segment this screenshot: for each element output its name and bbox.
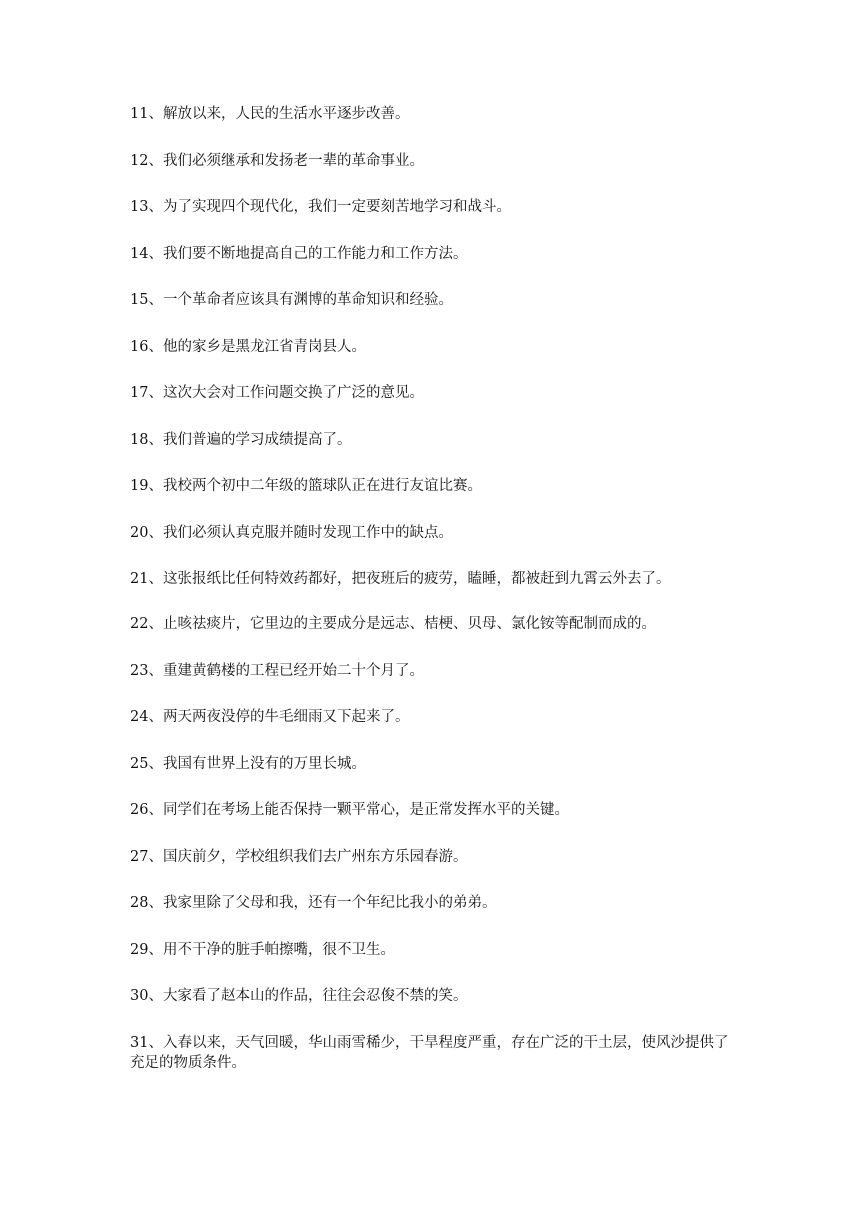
list-item: 20、我们必须认真克服并随时发现工作中的缺点。 [130, 524, 453, 541]
sentence-list [130, 104, 740, 1098]
list-item: 17、这次大会对工作问题交换了广泛的意见。 [130, 385, 424, 401]
list-item: 15、一个革命者应该具有渊博的革命知识和经验。 [130, 292, 453, 308]
list-item: 30、大家看了赵本山的作品，往往会忍俊不禁的笑。 [130, 988, 468, 1004]
list-item: 14、我们要不断地提高自己的工作能力和工作方法。 [130, 245, 468, 262]
list-item: 23、重建黄鹤楼的工程已经开始二十个月了。 [130, 662, 424, 679]
list-item: 13、为了实现四个现代化，我们一定要刻苦地学习和战斗。 [130, 199, 511, 215]
list-item: 18、我们普遍的学习成绩提高了。 [130, 431, 352, 448]
list-item: 29、用不干净的脏手帕擦嘴，很不卫生。 [130, 941, 395, 958]
list-item: 26、同学们在考场上能否保持一颗平常心，是正常发挥水平的关键。 [130, 802, 569, 818]
list-item: 16、他的家乡是黑龙江省青岗县人。 [130, 338, 366, 355]
list-item: 12、我们必须继承和发扬老一辈的革命事业。 [130, 152, 424, 169]
list-item: 19、我校两个初中二年级的篮球队正在进行友谊比赛。 [130, 478, 482, 494]
list-item: 21、这张报纸比任何特效药都好，把夜班后的疲劳，瞌睡，都被赶到九霄云外去了。 [130, 571, 671, 587]
list-item: 24、两天两夜没停的牛毛细雨又下起来了。 [130, 709, 410, 725]
list-item: 22、止咳祛痰片，它里边的主要成分是远志、桔梗、贝母、氯化铵等配制而成的。 [130, 616, 656, 632]
list-item: 27、国庆前夕，学校组织我们去广州东方乐园春游。 [130, 848, 468, 865]
list-item: 11、解放以来，人民的生活水平逐步改善。 [130, 106, 410, 122]
list-item: 28、我家里除了父母和我，还有一个年纪比我小的弟弟。 [130, 895, 497, 911]
list-item: 25、我国有世界上没有的万里长城。 [130, 755, 366, 772]
list-item: 31、入春以来，天气回暖，华山雨雪稀少，干旱程度严重，存在广泛的干土层，使风沙提供了充足的物质条件。 [130, 1034, 729, 1071]
